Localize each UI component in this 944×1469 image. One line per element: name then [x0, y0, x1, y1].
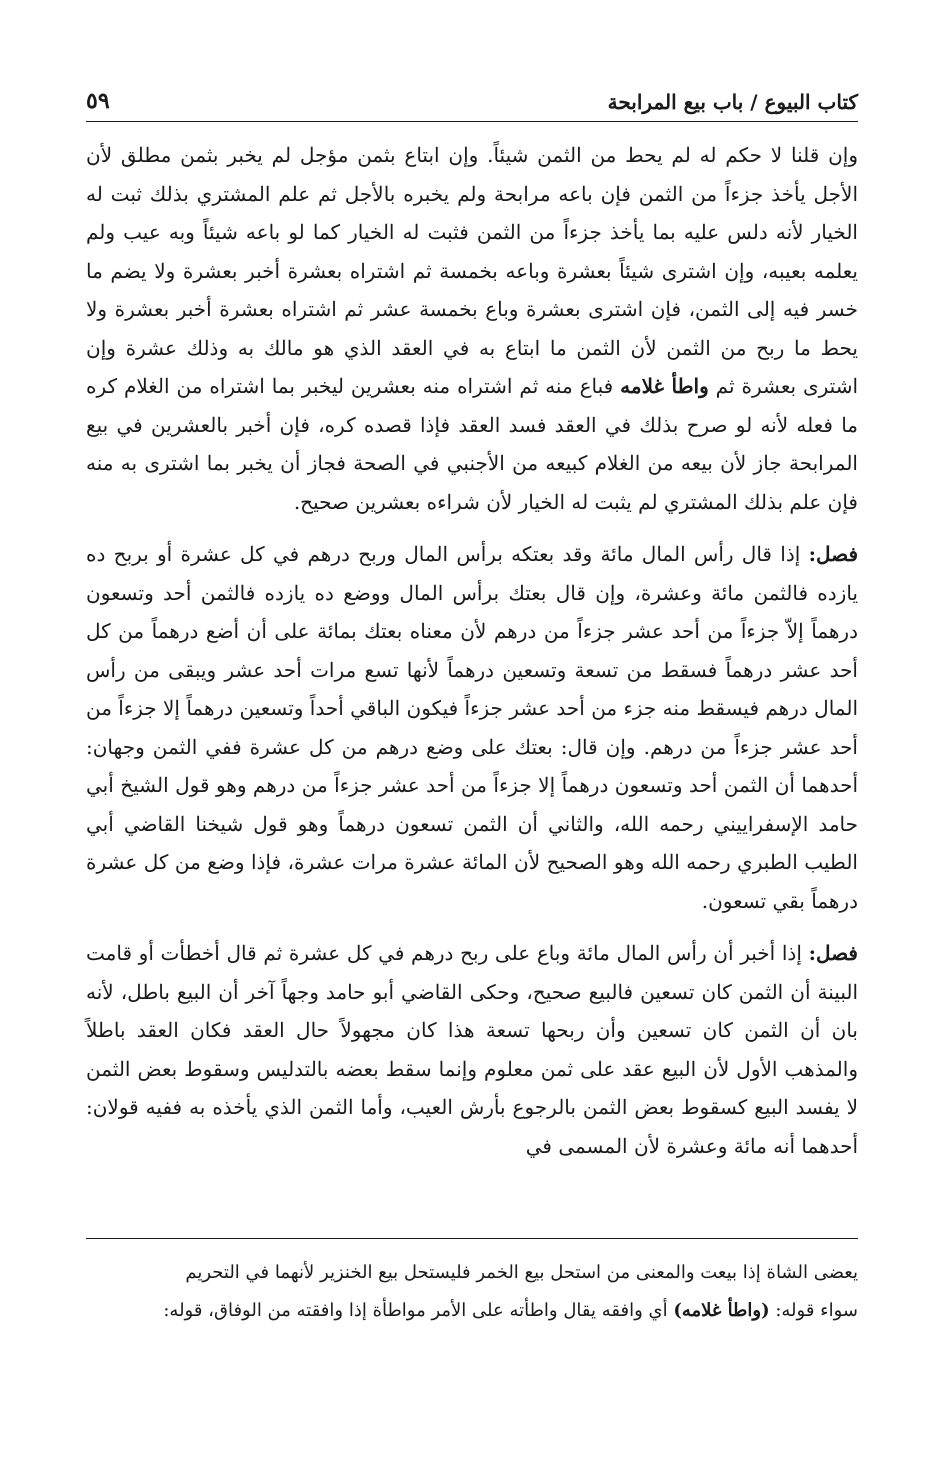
paragraph-2 [86, 535, 858, 920]
paragraph-2-text: إذا قال رأس المال مائة وقد بعتكه برأس المال وربح درهم في كل عشرة أو بربح ده يازده فالثمن مائة وعشرة، وإن قال بعتك برأس المال ووضع ده يازده فالثمن أحد وتسعون درهماً إلاّ جزءاً من أحد عشر جزءاً من درهم لأن معناه بعتك بمائة على أن أضع درهماً من كل أحد عشر درهماً فسقط من تسعة وتسعين درهماً لأنها تسع مرات أحد عشر ويبقى من رأس المال درهم فيسقط منه جزء من أحد عشر جزءاً فيكون الباقي أحداً وتسعين درهماً إلا جزءاً من أحد عشر جزءاً من درهم. وإن قال: بعتك على وضع درهم من كل عشرة ففي الثمن وجهان: أحدهما أن الثمن أحد وتسعون درهماً إلا جزءاً من أحد عشر جزءاً من درهم وهو قول الشيخ أبي حامد الإسفراييني رحمه الله، والثاني أن الثمن تسعون درهماً وهو قول شيخنا القاضي أبي الطيب الطبري رحمه الله وهو الصحيح لأن المائة عشرة مرات عشرة، فإذا وضع من كل عشرة درهماً بقي تسعون. [86, 542, 859, 913]
section-lead-fasl: فصل: [808, 542, 859, 566]
paragraph-1-bold-phrase: واطأ غلامه [620, 374, 709, 398]
paragraph-3 [86, 934, 858, 1165]
footnote-line-2 [86, 1292, 858, 1330]
main-text [86, 136, 858, 1165]
header-divider [86, 121, 858, 122]
footnote-bold-term: (واطأ غلامه) [673, 1300, 770, 1321]
paragraph-1 [86, 136, 858, 521]
page-header [86, 84, 858, 114]
section-lead-fasl: فصل: [808, 941, 858, 965]
footnote-divider [86, 1238, 858, 1239]
footnotes [86, 1254, 858, 1330]
page-number: ٥٩ [86, 88, 110, 114]
paragraph-3-text: إذا أخبر أن رأس المال مائة وباع على ربح درهم في كل عشرة ثم قال أخطأت أو قامت البينة أن الثمن كان تسعين فالبيع صحيح، وحكى القاضي أبو حامد وجهاً آخر أن البيع باطل، لأنه بان أن الثمن كان تسعين وأن ربحها تسعة هذا كان مجهولاً حال العقد فكان العقد باطلاً والمذهب الأول لأن البيع عقد على ثمن معلوم وإنما سقط بعضه بالتدليس وسقوط بعض الثمن لا يفسد البيع كسقوط بعض الثمن بالرجوع بأرش العيب، وأما الثمن الذي يأخذه به ففيه قولان: أحدهما أنه مائة وعشرة لأن المسمى في [86, 941, 858, 1158]
running-title: كتاب البيوع / باب بيع المرابحة [607, 90, 858, 114]
footnote-line-2-suffix: أي وافقه يقال واطأته على الأمر مواطأة إذا وافقته من الوفاق، قوله: [163, 1300, 668, 1321]
footnote-line-2-prefix: سواء قوله: [775, 1300, 858, 1321]
footnote-line-1: يعضى الشاة إذا بيعت والمعنى من استحل بيع الخمر فليستحل بيع الخنزير لأنهما في التحريم [185, 1262, 858, 1283]
paragraph-1-part-1: وإن قلنا لا حكم له لم يحط من الثمن شيئاً. وإن ابتاع بثمن مؤجل لم يخبر بثمن مطلق لأن الأجل يأخذ جزءاً من الثمن فإن باعه مرابحة ولم يخبره بالأجل ثم علم المشتري بذلك ثبت له الخيار لأنه دلس عليه بما يأخذ جزءاً من الثمن فثبت له الخيار كما لو باعه شيئاً وبه عيب ولم يعلمه بعيبه، وإن اشترى شيئاً بعشرة وباعه بخمسة ثم اشتراه بعشرة أخبر بعشرة ولا يضم ما خسر فيه إلى الثمن، فإن اشترى بعشرة وباع بخمسة عشر ثم اشتراه بعشرة أخبر بعشرة ولا يحط ما ربح من الثمن لأن الثمن ما ابتاع به في العقد الذي هو مالك به وذلك عشرة وإن اشترى بعشرة ثم [86, 143, 859, 398]
paragraph-1-part-2: فباع منه ثم اشتراه منه بعشرين ليخبر بما اشتراه من الغلام كره ما فعله لأنه لو صرح بذلك في العقد فسد العقد فإذا قصده كره، فإن أخبر بالعشرين في بيع المرابحة جاز لأن بيعه من الغلام كبيعه من الأجنبي في الصحة فجاز أن يخبر بما اشترى به منه فإن علم بذلك المشتري لم يثبت له الخيار لأن شراءه بعشرين صحيح. [86, 374, 858, 514]
